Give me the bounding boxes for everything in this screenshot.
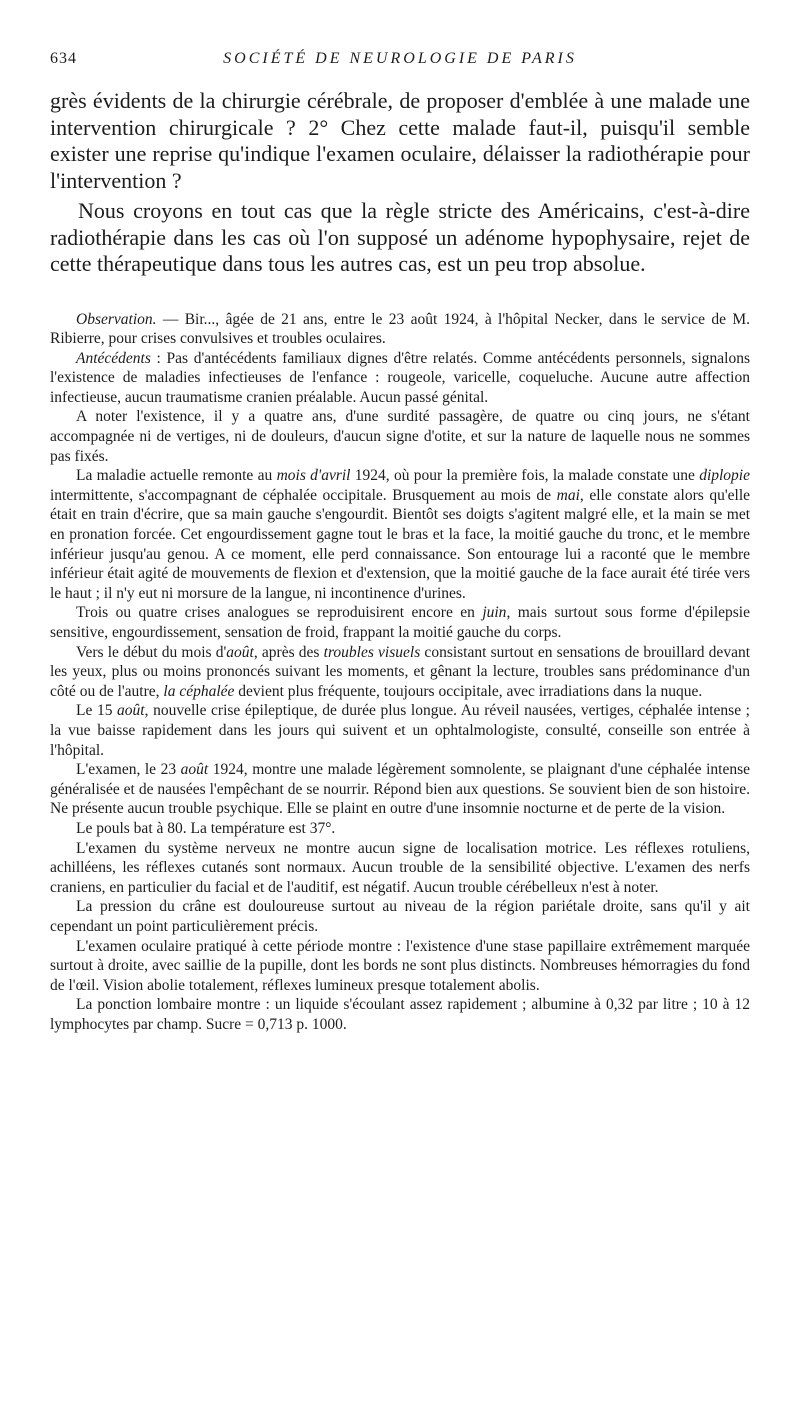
running-title: SOCIÉTÉ DE NEUROLOGIE DE PARIS bbox=[223, 50, 577, 67]
lead-paragraph-2: Nous croyons en tout cas que la règle stricte des Américains, c'est-à-dire radiothérapie dans les cas où l'on supposé un adénome hypophysaire, rejet de cette thérapeutique dans tous les autres cas, est un peu trop absolue. bbox=[50, 198, 750, 276]
text-run: , nouvelle crise épileptique, de durée plus longue. Au réveil nausées, vertiges, céphalée intense ; la vue baisse rapidement dans les jours qui suivent et un ophtalmologiste, consulté, conseille son entrée à l'hôpital. bbox=[50, 702, 750, 759]
text-run: Le 15 bbox=[76, 702, 118, 720]
emphasis-run: août bbox=[117, 702, 145, 720]
page-content bbox=[50, 88, 750, 1034]
observation-paragraph-9: Le pouls bat à 80. La température est 37°. bbox=[76, 819, 336, 837]
emphasis-run: juin bbox=[482, 604, 507, 622]
antecedents-paragraph bbox=[50, 349, 750, 408]
emphasis-run: août bbox=[180, 761, 209, 779]
text-run: , elle constate alors qu'elle était en train d'écrire, que sa main gauche s'engourdit. Bientôt ses doigts s'agitent malgré elle, et la main se met en pronation forcée. Cet engourdissement gagne tout le bras et la face, la moitié gauche du tronc, et le membre inférieur jusqu'au genou. A ce moment, elle perd connaissance. Son entourage lui a raconté que le membre inférieur était agité de mouvements de flexion et d'extension, que la moitié gauche de la face aurait été tirée vers le haut ; il n'y eut ni morsure de la langue, ni incontinence d'urines. bbox=[50, 486, 751, 602]
antecedents-text: : Pas d'antécédents familiaux dignes d'être relatés. Comme antécédents personnels, signalons l'existence de maladies infectieuses de l'enfance : rougeole, varicelle, coqueluche. Aucune autre affection infectieuse, aucun traumatisme cranien préalable. Aucun passé génital. bbox=[50, 349, 750, 406]
text-run: 1924, montre une malade légèrement somnolente, se plaignant d'une céphalée intense généralisée et de nausées l'empêchant de se nourrir. Répond bien aux questions. Se souvient bien de son histoire. Ne présente aucun trouble psychique. Elle se plaint en outre d'une insomnie nocturne et de perte de la vision. bbox=[50, 761, 750, 818]
observation-text: — Bir..., âgée de 21 ans, entre le 23 août 1924, à l'hôpital Necker, dans le service de M. Ribierre, pour crises convulsives et troubles oculaires. bbox=[50, 310, 750, 348]
text-run: Trois ou quatre crises analogues se reproduisirent encore en bbox=[76, 604, 483, 622]
observation-paragraph bbox=[50, 310, 750, 349]
emphasis-run: août bbox=[226, 643, 254, 661]
observation-paragraph-11: La pression du crâne est douloureuse surtout au niveau de la région pariétale droite, sans qu'il y ait cependant un point particulièrement précis. bbox=[50, 898, 750, 935]
observation-paragraph-6 bbox=[50, 643, 750, 702]
text-run: , après des bbox=[253, 643, 324, 661]
observation-section bbox=[50, 310, 750, 1035]
text-run: La maladie actuelle remonte au bbox=[76, 467, 277, 485]
observation-paragraph-7 bbox=[50, 701, 750, 760]
observation-paragraph-13: La ponction lombaire montre : un liquide s'écoulant assez rapidement ; albumine à 0,32 par litre ; 10 à 12 lymphocytes par champ. Sucre = 0,713 p. 1000. bbox=[50, 996, 750, 1033]
observation-paragraph-3: A noter l'existence, il y a quatre ans, d'une surdité passagère, de quatre ou cinq jours, ne s'étant accompagnée ni de vertiges, ni de douleurs, d'aucun signe d'otite, et sur la nature de laquelle nous ne sommes pas fixés. bbox=[50, 408, 750, 465]
observation-paragraph-5 bbox=[50, 603, 750, 642]
observation-paragraph-10: L'examen du système nerveux ne montre aucun signe de localisation motrice. Les réflexes rotuliens, achilléens, les réflexes cutanés sont normaux. Aucun trouble de la sensibilité objective. L'examen des nerfs craniens, en particulier du facial et de l'auditif, est négatif. Aucun trouble cérébelleux n'est à noter. bbox=[50, 839, 750, 896]
text-run: Vers le début du mois d' bbox=[76, 643, 227, 661]
page-number: 634 bbox=[50, 50, 77, 67]
text-run: , mais surtout sous forme d'épilepsie sensitive, engourdissement, sensation de froid, frappant la moitié gauche du corps. bbox=[50, 604, 750, 641]
text-run: devient plus fréquente, toujours occipitale, avec irradiations dans la nuque. bbox=[234, 682, 703, 700]
text-run: consistant surtout en sensations de brouillard devant les yeux, plus ou moins prononcés suivant les moments, et gênant la lecture, troubles sans prédominance d'un côté ou de l'autre, bbox=[50, 643, 750, 700]
antecedents-label: Antécédents bbox=[76, 349, 151, 367]
lead-section bbox=[50, 88, 750, 278]
text-run: intermittente, s'accompagnant de céphalée occipitale. Brusquement au mois de bbox=[50, 486, 557, 504]
lead-paragraph-1: grès évidents de la chirurgie cérébrale, de proposer d'emblée à une malade une intervention chirurgicale ? 2° Chez cette malade faut-il, puisqu'il semble exister une reprise qu'indique l'examen oculaire, délaisser la radiothérapie pour l'intervention ? bbox=[50, 88, 750, 193]
observation-label: Observation. bbox=[76, 310, 157, 328]
page-header bbox=[50, 50, 750, 74]
text-run: 1924, où pour la première fois, la malade constate une bbox=[350, 467, 700, 485]
emphasis-run: troubles visuels bbox=[323, 643, 421, 661]
text-run: L'examen, le 23 bbox=[76, 761, 181, 779]
emphasis-run: la céphalée bbox=[163, 682, 235, 700]
emphasis-run: mois d'avril bbox=[276, 467, 351, 485]
observation-paragraph-8 bbox=[50, 760, 750, 819]
emphasis-run: diplopie bbox=[699, 467, 750, 485]
observation-paragraph-12: L'examen oculaire pratiqué à cette période montre : l'existence d'une stase papillaire extrêmement marquée surtout à droite, avec saillie de la pupille, dont les bords ne sont plus distincts. Nombreuses hémorragies du fond de l'œil. Vision abolie totalement, réflexes lumineux presque totalement abolis. bbox=[50, 937, 750, 994]
observation-paragraph-4 bbox=[50, 466, 750, 603]
emphasis-run: mai bbox=[556, 486, 580, 504]
